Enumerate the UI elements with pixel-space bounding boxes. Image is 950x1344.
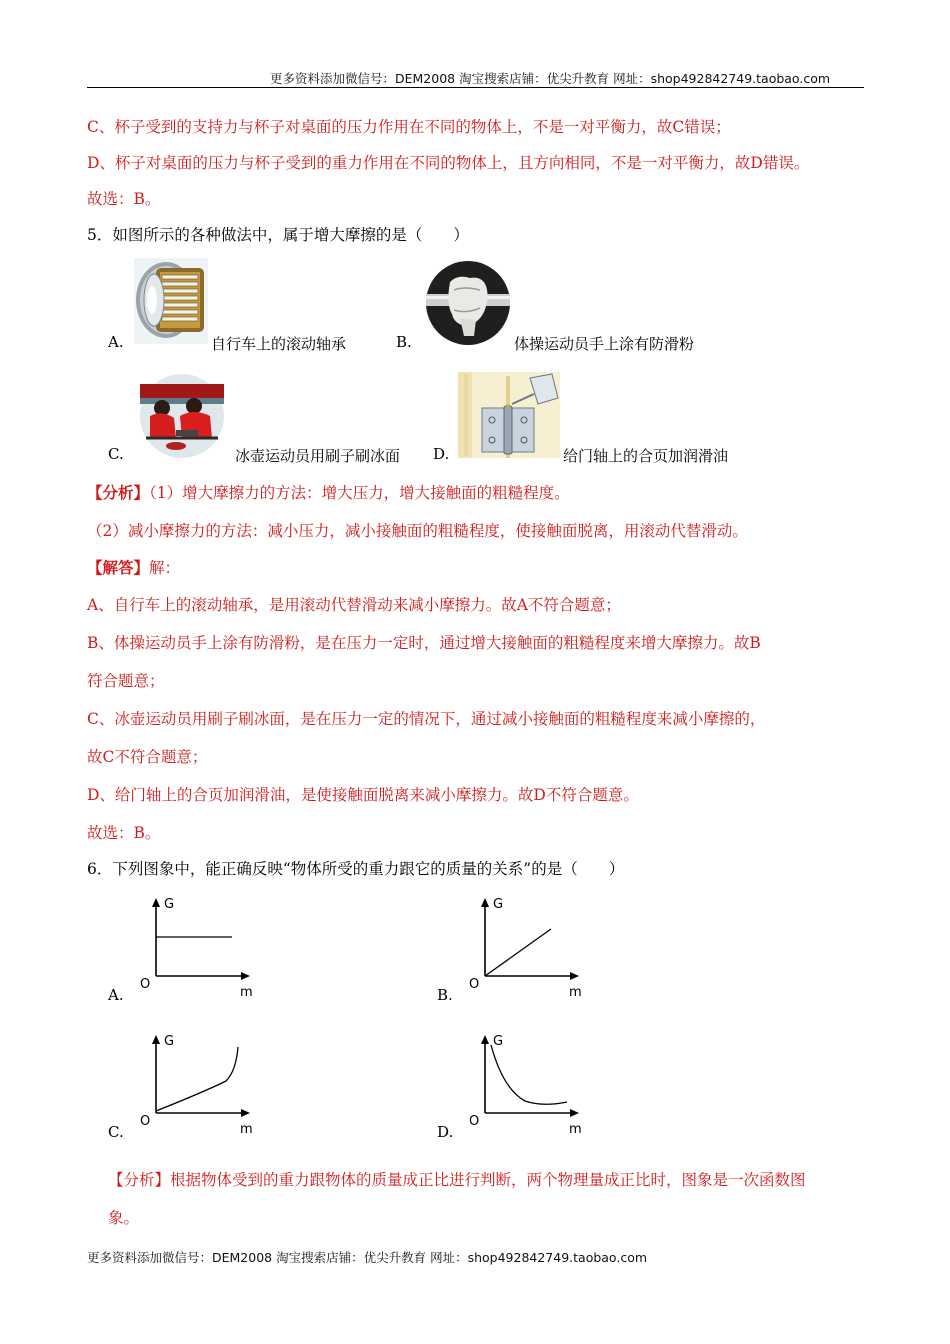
prev-option-d-explanation: D、杯子对桌面的压力与杯子受到的重力作用在不同的物体上，且方向相同，不是一对平衡力，故D错误。 bbox=[87, 154, 810, 172]
q6-graph-b bbox=[463, 892, 593, 1000]
graph-c-y-label: G bbox=[164, 1034, 175, 1049]
curling-sweeping-image bbox=[136, 372, 228, 458]
q5-solution-lead: 解： bbox=[149, 559, 181, 577]
q6-option-c-letter: C. bbox=[108, 1123, 124, 1141]
graph-c-origin: O bbox=[140, 1114, 151, 1129]
q6-graph-d bbox=[463, 1029, 593, 1137]
gymnast-hand-chalk-image bbox=[424, 260, 512, 346]
q5-solution-a: A、自行车上的滚动轴承，是用滚动代替滑动来减小摩擦力。故A不符合题意； bbox=[87, 596, 621, 614]
q5-option-d-text: 给门轴上的合页加润滑油 bbox=[563, 447, 729, 465]
graph-a-origin: O bbox=[140, 977, 151, 992]
graph-a-x-arrow bbox=[241, 972, 250, 980]
q5-option-a-letter: A. bbox=[108, 333, 124, 351]
graph-a-x-label: m bbox=[240, 985, 253, 1000]
q5-option-d-letter: D. bbox=[433, 445, 450, 463]
graph-d-y-arrow bbox=[481, 1035, 489, 1044]
q6-graph-a bbox=[134, 892, 264, 1000]
q5-solution-c-line-2: 故C不符合题意； bbox=[87, 748, 208, 766]
q6-graph-c bbox=[134, 1029, 264, 1137]
graph-b-origin: O bbox=[469, 977, 480, 992]
graph-c-x-arrow bbox=[241, 1109, 250, 1117]
q6-analysis-line-1: 【分析】根据物体受到的重力跟物体的质量成正比进行判断，两个物理量成正比时，图象是一次函数图 bbox=[108, 1171, 806, 1189]
q5-stem: 5．如图所示的各种做法中，属于增大摩擦的是（ ） bbox=[87, 226, 469, 244]
graph-b-curve bbox=[485, 929, 551, 976]
graph-b-y-label: G bbox=[493, 897, 504, 912]
graph-d-y-label: G bbox=[493, 1034, 504, 1049]
roller-bearing-image bbox=[134, 258, 208, 344]
q6-stem: 6．下列图象中，能正确反映“物体所受的重力跟它的质量的关系”的是（ ） bbox=[87, 860, 625, 878]
graph-d-curve bbox=[491, 1045, 567, 1104]
prev-answer: 故选：B。 bbox=[87, 190, 161, 208]
q6-analysis-line-2: 象。 bbox=[108, 1209, 140, 1227]
q5-analysis-line-2: （2）减小摩擦力的方法：减小压力，减小接触面的粗糙程度，使接触面脱离，用滚动代替滑动。 bbox=[87, 522, 748, 540]
graph-c-y-arrow bbox=[152, 1035, 160, 1044]
q5-option-b-text: 体操运动员手上涂有防滑粉 bbox=[514, 335, 695, 353]
q5-answer: 故选：B。 bbox=[87, 824, 161, 842]
page-header: 更多资料添加微信号：DEM2008 淘宝搜索店铺：优尖升教育 网址：shop492842749.taobao.com bbox=[270, 71, 831, 86]
graph-d-x-arrow bbox=[570, 1109, 579, 1117]
header-rule bbox=[87, 87, 864, 88]
q5-solution-header bbox=[87, 558, 180, 578]
graph-c-x-label: m bbox=[240, 1122, 253, 1137]
graph-d-origin: O bbox=[469, 1114, 480, 1129]
graph-b-y-arrow bbox=[481, 898, 489, 907]
q5-analysis-text-1: （1）增大摩擦力的方法：增大压力，增大接触面的粗糙程度。 bbox=[149, 484, 570, 502]
q5-analysis-tag: 【分析】 bbox=[87, 483, 150, 502]
q5-analysis-line-1 bbox=[87, 483, 570, 503]
door-hinge-oil-image bbox=[458, 372, 560, 458]
q6-option-a-letter: A. bbox=[108, 986, 124, 1004]
q5-option-c-letter: C. bbox=[108, 445, 124, 463]
q5-solution-tag: 【解答】 bbox=[87, 558, 150, 577]
q6-option-d-letter: D. bbox=[437, 1123, 454, 1141]
q5-solution-d: D、给门轴上的合页加润滑油，是使接触面脱离来减小摩擦力。故D不符合题意。 bbox=[87, 786, 639, 804]
prev-option-c-explanation: C、杯子受到的支持力与杯子对桌面的压力作用在不同的物体上，不是一对平衡力，故C错误； bbox=[87, 118, 731, 136]
graph-c-curve bbox=[156, 1047, 238, 1111]
q5-solution-c-line-1: C、冰壶运动员用刷子刷冰面，是在压力一定的情况下，通过减小接触面的粗糙程度来减小摩擦的， bbox=[87, 710, 766, 728]
q6-option-b-letter: B. bbox=[437, 986, 453, 1004]
graph-b-x-label: m bbox=[569, 985, 582, 1000]
graph-d-x-label: m bbox=[569, 1122, 582, 1137]
graph-a-y-label: G bbox=[164, 897, 175, 912]
q5-option-c-text: 冰壶运动员用刷子刷冰面 bbox=[235, 447, 401, 465]
q5-option-b-letter: B. bbox=[396, 333, 412, 351]
q5-solution-b-line-2: 符合题意； bbox=[87, 672, 165, 690]
page-footer: 更多资料添加微信号：DEM2008 淘宝搜索店铺：优尖升教育 网址：shop492842749.taobao.com bbox=[87, 1250, 648, 1265]
graph-a-y-arrow bbox=[152, 898, 160, 907]
q5-option-a-text: 自行车上的滚动轴承 bbox=[211, 335, 347, 353]
q5-solution-b-line-1: B、体操运动员手上涂有防滑粉，是在压力一定时，通过增大接触面的粗糙程度来增大摩擦力。故B bbox=[87, 634, 761, 652]
graph-b-x-arrow bbox=[570, 972, 579, 980]
